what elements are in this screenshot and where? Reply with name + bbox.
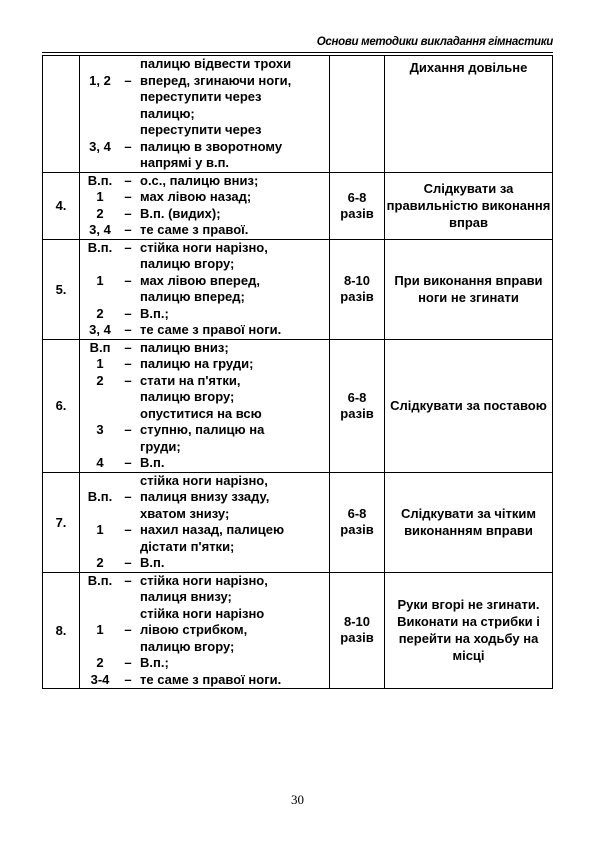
step-text: палицю вниз; <box>140 339 229 355</box>
step-count: 2 <box>96 372 104 388</box>
step-dash: – <box>124 339 132 355</box>
step-count: 1 <box>96 522 104 537</box>
table-row <box>43 172 553 239</box>
step-line <box>80 222 329 239</box>
step-text: стійка ноги нарізно, <box>140 239 268 255</box>
step-text: стати на п'ятки, <box>140 372 241 388</box>
step-line <box>80 189 329 206</box>
table-row <box>43 339 553 472</box>
step-dash: – <box>124 138 132 154</box>
step-line <box>80 73 329 90</box>
step-line <box>80 56 329 73</box>
step-count: 3, 4 <box>89 322 111 337</box>
methodical-note: Слідкувати за поставою <box>385 339 553 472</box>
step-text: палицю вгору; <box>140 256 235 271</box>
step-count: 1, 2 <box>89 72 111 88</box>
step-dash: – <box>124 239 132 255</box>
step-line <box>80 589 329 606</box>
dosage: 8-10 разів <box>330 572 385 689</box>
methodical-note: Руки вгорі не згинати. Виконати на стрибки і перейти на ходьбу на місці <box>385 572 553 689</box>
exercise-number: 5. <box>43 239 80 339</box>
step-count: 2 <box>96 555 104 570</box>
step-line <box>80 439 329 456</box>
step-count: 1 <box>96 189 104 204</box>
step-line <box>80 539 329 556</box>
step-text: груди; <box>140 438 181 454</box>
dosage: 6-8 разів <box>330 172 385 239</box>
step-count: 2 <box>96 655 104 670</box>
step-line <box>80 555 329 572</box>
step-count: 1 <box>96 272 104 288</box>
step-line <box>80 672 329 689</box>
step-dash: – <box>124 205 132 221</box>
step-text: стійка ноги нарізно <box>140 605 265 621</box>
step-line <box>80 655 329 672</box>
step-dash: – <box>124 655 132 670</box>
step-line <box>80 422 329 439</box>
step-count: 2 <box>96 305 104 321</box>
step-dash: – <box>124 272 132 288</box>
step-text: мах лівою назад; <box>140 189 252 204</box>
step-text: хватом знизу; <box>140 505 230 521</box>
step-text: палиця внизу; <box>140 589 232 604</box>
exercise-table <box>42 55 553 689</box>
step-dash: – <box>124 172 132 188</box>
step-count: 3 <box>96 422 104 437</box>
exercise-number: 8. <box>43 572 80 689</box>
step-text: палицю; <box>140 105 195 121</box>
step-dash: – <box>124 622 132 637</box>
exercise-description <box>80 239 330 339</box>
step-dash: – <box>124 222 132 237</box>
step-line <box>80 240 329 257</box>
dosage: 6-8 разів <box>330 472 385 572</box>
exercise-description <box>80 472 330 572</box>
step-dash: – <box>124 356 132 371</box>
step-text: переступити через <box>140 89 262 104</box>
step-count: В.п. <box>87 239 113 255</box>
step-line <box>80 373 329 390</box>
step-line <box>80 606 329 623</box>
step-text: В.п. <box>140 555 165 570</box>
step-dash: – <box>124 572 132 588</box>
step-dash: – <box>124 489 132 504</box>
step-count: В.п <box>89 339 111 355</box>
step-text: стійка ноги нарізно, <box>140 572 268 588</box>
step-line <box>80 639 329 656</box>
step-text: те саме з правої ноги. <box>140 671 282 687</box>
step-line <box>80 473 329 490</box>
step-dash: – <box>124 372 132 388</box>
step-dash: – <box>124 455 132 470</box>
step-line <box>80 273 329 290</box>
step-line <box>80 322 329 339</box>
step-line <box>80 522 329 539</box>
methodical-note: Слідкувати за чітким виконанням вправи <box>385 472 553 572</box>
step-line <box>80 256 329 273</box>
step-line <box>80 122 329 139</box>
step-line <box>80 356 329 373</box>
dosage: 6-8 разів <box>330 339 385 472</box>
dosage: 8-10 разів <box>330 239 385 339</box>
step-text: опуститися на всю <box>140 405 262 421</box>
step-count: В.п. <box>87 572 113 588</box>
step-text: вперед, згинаючи ноги, <box>140 72 292 88</box>
step-count: В.п. <box>87 489 113 504</box>
step-text: те саме з правої. <box>140 222 249 237</box>
step-count: В.п. <box>87 172 113 188</box>
step-text: нахил назад, палицею <box>140 522 285 537</box>
exercise-description <box>80 572 330 689</box>
running-head: Основи методики викладання гімнастики <box>316 36 553 48</box>
step-line <box>80 340 329 357</box>
dosage <box>330 56 385 173</box>
step-text: дістати п'ятки; <box>140 538 235 554</box>
step-count: 1 <box>96 622 104 637</box>
step-text: В.п.; <box>140 655 169 670</box>
step-text: палицю вгору; <box>140 638 235 654</box>
exercise-description <box>80 56 330 173</box>
step-line <box>80 573 329 590</box>
step-line <box>80 622 329 639</box>
step-text: стійка ноги нарізно, <box>140 472 268 488</box>
step-line <box>80 389 329 406</box>
exercise-number: 7. <box>43 472 80 572</box>
step-dash: – <box>124 305 132 321</box>
step-text: переступити через <box>140 122 262 137</box>
step-text: В.п.; <box>140 305 169 321</box>
step-line <box>80 155 329 172</box>
step-text: палицю на груди; <box>140 356 254 371</box>
step-line <box>80 289 329 306</box>
step-text: палицю відвести трохи <box>140 56 292 71</box>
step-line <box>80 406 329 423</box>
step-line <box>80 455 329 472</box>
exercise-number: 6. <box>43 339 80 472</box>
step-count: 4 <box>96 455 104 470</box>
step-text: палиця внизу ззаду, <box>140 489 270 504</box>
exercise-description <box>80 339 330 472</box>
page-number: 30 <box>291 792 304 807</box>
methodical-note: При виконання вправи ноги не згинати <box>385 239 553 339</box>
step-count: 3-4 <box>90 671 110 687</box>
table-row <box>43 472 553 572</box>
methodical-note: Дихання довільне <box>385 56 553 173</box>
step-line <box>80 489 329 506</box>
step-dash: – <box>124 189 132 204</box>
step-line <box>80 206 329 223</box>
step-text: мах лівою вперед, <box>140 272 260 288</box>
step-line <box>80 139 329 156</box>
step-count: 1 <box>96 356 104 371</box>
step-text: лівою стрибком, <box>140 622 248 637</box>
step-line <box>80 173 329 190</box>
step-dash: – <box>124 522 132 537</box>
exercise-number <box>43 56 80 173</box>
step-dash: – <box>124 72 132 88</box>
step-dash: – <box>124 422 132 437</box>
step-dash: – <box>124 671 132 687</box>
table-row <box>43 239 553 339</box>
step-count: 2 <box>96 205 104 221</box>
header-rule <box>42 52 553 53</box>
step-count: 3, 4 <box>89 222 111 237</box>
step-line <box>80 306 329 323</box>
step-text: напрямі у в.п. <box>140 155 230 170</box>
methodical-note: Слідкувати за правильністю виконання вправ <box>385 172 553 239</box>
step-text: В.п. <box>140 455 165 470</box>
exercise-description <box>80 172 330 239</box>
step-line <box>80 106 329 123</box>
step-line <box>80 89 329 106</box>
step-line <box>80 506 329 523</box>
step-text: ступню, палицю на <box>140 422 265 437</box>
step-dash: – <box>124 555 132 570</box>
step-text: палицю вперед; <box>140 289 245 304</box>
table-row <box>43 56 553 173</box>
step-text: В.п. (видих); <box>140 205 221 221</box>
step-text: палицю в зворотному <box>140 138 283 154</box>
exercise-number: 4. <box>43 172 80 239</box>
step-dash: – <box>124 322 132 337</box>
step-text: те саме з правої ноги. <box>140 322 282 337</box>
step-text: палицю вгору; <box>140 389 235 404</box>
table-row <box>43 572 553 689</box>
step-count: 3, 4 <box>89 138 111 154</box>
step-text: о.с., палицю вниз; <box>140 172 259 188</box>
